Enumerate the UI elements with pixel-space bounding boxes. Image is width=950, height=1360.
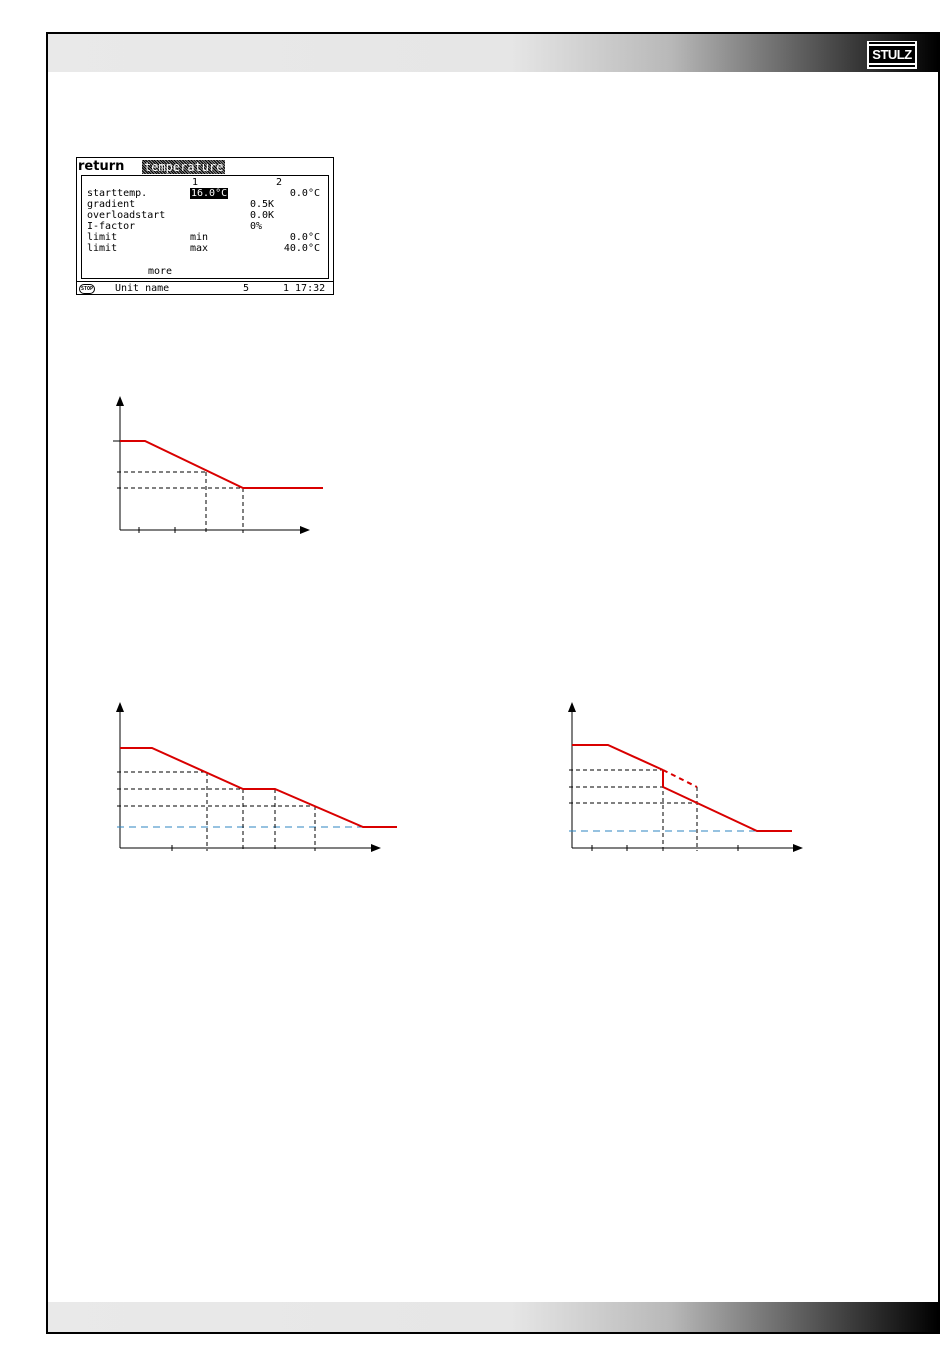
setpoint-curve-continuation (663, 770, 697, 787)
y-axis-arrow (116, 702, 124, 712)
param-value-overloadstart: 0.0K (250, 210, 275, 221)
param-label-limit-min: limit (87, 232, 118, 243)
param-value-ifactor: 0% (250, 221, 263, 232)
logo-bar-bottom (869, 65, 915, 67)
param-label-overloadstart: overloadstart (87, 210, 166, 221)
parameter-panel (81, 175, 329, 279)
param-qualifier-min: min (190, 232, 209, 243)
display-title-highlight: temperature (144, 160, 224, 174)
unit-name: Unit name (115, 283, 170, 294)
controller-display (76, 157, 334, 295)
param-qualifier-max: max (190, 243, 209, 254)
setpoint-diagram-2 (100, 695, 400, 860)
footer-band (48, 1302, 938, 1332)
clock: 1 17:32 (283, 283, 326, 294)
param-value-starttemp-1[interactable]: 16.0°C (191, 188, 228, 199)
header-band (48, 34, 938, 72)
param-value-limit-max: 40.0°C (283, 243, 320, 254)
param-label-limit-max: limit (87, 243, 118, 254)
setpoint-curve (120, 441, 323, 488)
setpoint-curve-stage1 (572, 745, 663, 770)
setpoint-diagram-3 (552, 695, 812, 860)
y-axis-arrow (568, 702, 576, 712)
column-header-2: 2 (276, 177, 283, 188)
stop-icon: STOP (80, 286, 94, 292)
setpoint-curve (120, 748, 397, 827)
x-axis-arrow (793, 844, 803, 852)
setpoint-curve-stage2 (663, 787, 792, 831)
logo-text: STULZ (869, 46, 915, 63)
param-label-ifactor: I-factor (87, 221, 136, 232)
param-value-gradient: 0.5K (250, 199, 275, 210)
param-value-limit-min: 0.0°C (289, 232, 320, 243)
unit-number: 5 (243, 283, 250, 294)
x-axis-arrow (300, 526, 310, 534)
x-axis-arrow (371, 844, 381, 852)
param-value-starttemp-2: 0.0°C (289, 188, 320, 199)
display-title: return (78, 159, 125, 174)
param-label-gradient: gradient (87, 199, 136, 210)
stulz-logo (867, 41, 917, 69)
column-header-1: 1 (192, 177, 199, 188)
param-label-starttemp: starttemp. (87, 188, 148, 199)
status-bar (77, 281, 333, 295)
more-link[interactable]: more (148, 266, 173, 277)
y-axis-arrow (116, 396, 124, 406)
logo-bar-top (869, 42, 915, 44)
setpoint-diagram-1 (100, 390, 340, 550)
